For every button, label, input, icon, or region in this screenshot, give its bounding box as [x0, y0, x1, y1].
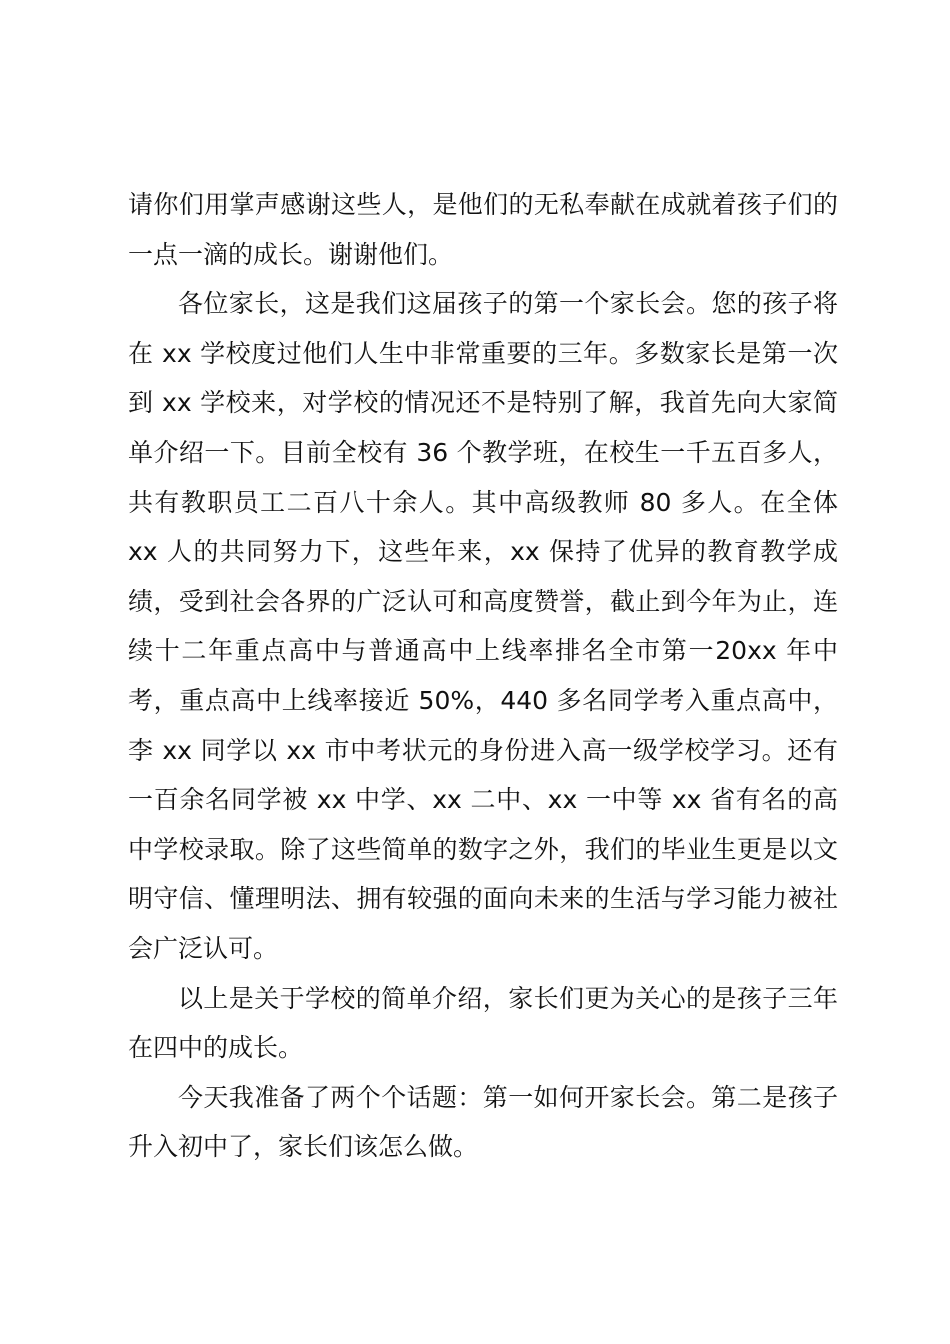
paragraph-3: 以上是关于学校的简单介绍，家长们更为关心的是孩子三年在四中的成长。: [128, 983, 838, 1063]
paragraph-4: 今天我准备了两个个话题：第一如何开家长会。第二是孩子升入初中了，家长们该怎么做。: [128, 1082, 838, 1162]
document-body: [128, 180, 838, 1172]
paragraph-2: 各位家长，这是我们这届孩子的第一个家长会。您的孩子将在 xx 学校度过他们人生中非常重要的三年。多数家长是第一次到 xx 学校来，对学校的情况还不是特别了解，我首先向大家简单介绍一下。目前全校有 36 个教学班，在校生一千五百多人，共有教职员工二百八十余人。其中高级教师 80 多人。在全体 xx 人的共同努力下，这些年来，xx 保持了优异的教育教学成绩，受到社会各界的广泛认可和高度赞誉，截止到今年为止，连续十二年重点高中与普通高中上线率排名全市第一20xx 年中考，重点高中上线率接近 50%，440 多名同学考入重点高中，李 xx 同学以 xx 市中考状元的身份进入高一级学校学习。还有一百余名同学被 xx 中学、xx 二中、xx 一中等 xx 省有名的高中学校录取。除了这些简单的数字之外，我们的毕业生更是以文明守信、懂理明法、拥有较强的面向未来的生活与学习能力被社会广泛认可。: [128, 289, 838, 963]
paragraph-1: 请你们用掌声感谢这些人，是他们的无私奉献在成就着孩子们的一点一滴的成长。谢谢他们。: [128, 190, 838, 269]
